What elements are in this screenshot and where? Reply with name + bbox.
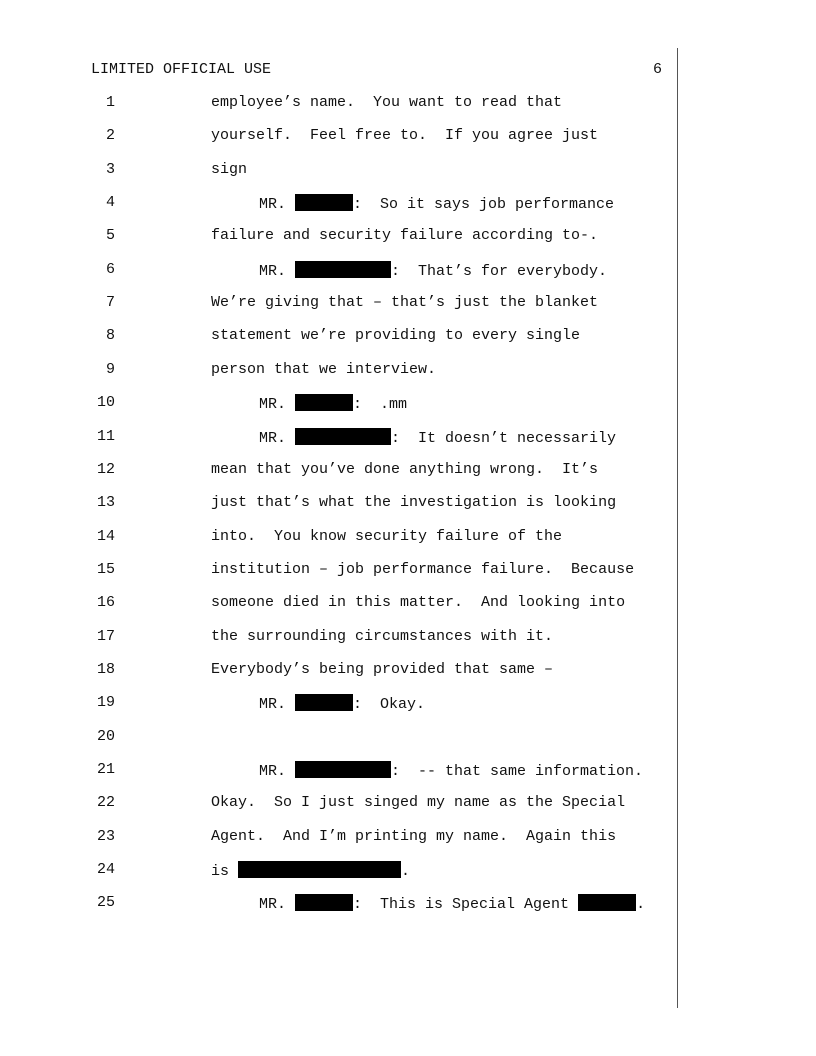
redaction-box bbox=[295, 694, 353, 711]
transcript-line: into. You know security failure of the bbox=[211, 527, 563, 545]
transcript-line: statement we’re providing to every single bbox=[211, 327, 581, 345]
transcript-line: MR. : Okay. bbox=[259, 696, 426, 714]
page-header-title: LIMITED OFFICIAL USE bbox=[91, 61, 272, 78]
transcript-line: MR. : .mm bbox=[259, 396, 408, 414]
redaction-box bbox=[295, 194, 353, 211]
transcript-line: MR. : So it says job performance bbox=[259, 196, 615, 214]
line-number: 24 bbox=[96, 861, 115, 879]
transcript-line: MR. : It doesn’t necessarily bbox=[259, 429, 617, 447]
transcript-line: MR. : This is Special Agent . bbox=[259, 896, 646, 914]
redaction-box bbox=[295, 394, 353, 411]
line-number: 19 bbox=[96, 694, 115, 712]
line-number: 5 bbox=[105, 227, 115, 245]
line-number: 10 bbox=[96, 394, 115, 412]
transcript-line: mean that you’ve done anything wrong. It’s bbox=[211, 460, 599, 478]
line-number: 23 bbox=[96, 827, 115, 845]
transcript-line: MR. : -- that same information. bbox=[259, 763, 644, 780]
line-number: 3 bbox=[105, 160, 115, 178]
transcript-line: Agent. And I’m printing my name. Again this bbox=[211, 827, 617, 845]
line-number: 2 bbox=[105, 127, 115, 145]
transcript-line: Okay. So I just singed my name as the Special bbox=[211, 794, 626, 812]
transcript-line: just that’s what the investigation is looking bbox=[211, 494, 617, 512]
redaction-box bbox=[238, 861, 401, 878]
transcript-line: yourself. Feel free to. If you agree just bbox=[211, 127, 599, 145]
line-number: 15 bbox=[96, 560, 115, 578]
line-number: 6 bbox=[105, 260, 115, 278]
line-number: 20 bbox=[96, 727, 115, 745]
transcript-line: someone died in this matter. And looking into bbox=[211, 594, 626, 612]
transcript-line: Everybody’s being provided that same – bbox=[211, 660, 554, 678]
redaction-box bbox=[295, 894, 353, 911]
line-number: 13 bbox=[96, 494, 115, 512]
line-number: 21 bbox=[96, 761, 115, 778]
transcript-line: employee’s name. You want to read that bbox=[211, 94, 563, 111]
redaction-box bbox=[295, 428, 391, 445]
line-number: 14 bbox=[96, 527, 115, 545]
transcript-line: is . bbox=[211, 863, 411, 881]
line-number: 22 bbox=[96, 794, 115, 812]
transcript-line: MR. : That’s for everybody. bbox=[259, 262, 608, 280]
line-number: 25 bbox=[96, 894, 115, 912]
transcript-line: We’re giving that – that’s just the blanket bbox=[211, 294, 599, 312]
line-number: 1 bbox=[105, 94, 115, 111]
line-number: 16 bbox=[96, 594, 115, 612]
redaction-box bbox=[295, 261, 391, 278]
redaction-box bbox=[295, 761, 391, 778]
line-number: 11 bbox=[96, 427, 115, 445]
redaction-box bbox=[578, 894, 636, 911]
line-number: 12 bbox=[96, 460, 115, 478]
line-number: 17 bbox=[96, 627, 115, 645]
line-number: 7 bbox=[105, 294, 115, 312]
line-number: 18 bbox=[96, 660, 115, 678]
line-number: 8 bbox=[105, 327, 115, 345]
transcript-line: sign bbox=[211, 160, 248, 178]
line-number: 4 bbox=[105, 194, 115, 212]
page-number: 6 bbox=[653, 61, 663, 78]
transcript-line: the surrounding circumstances with it. bbox=[211, 627, 554, 645]
transcript-line: person that we interview. bbox=[211, 360, 437, 378]
transcript-line: institution – job performance failure. Because bbox=[211, 560, 635, 578]
right-margin-line bbox=[677, 48, 678, 1008]
transcript-line: failure and security failure according to-. bbox=[211, 227, 599, 245]
line-number: 9 bbox=[105, 360, 115, 378]
